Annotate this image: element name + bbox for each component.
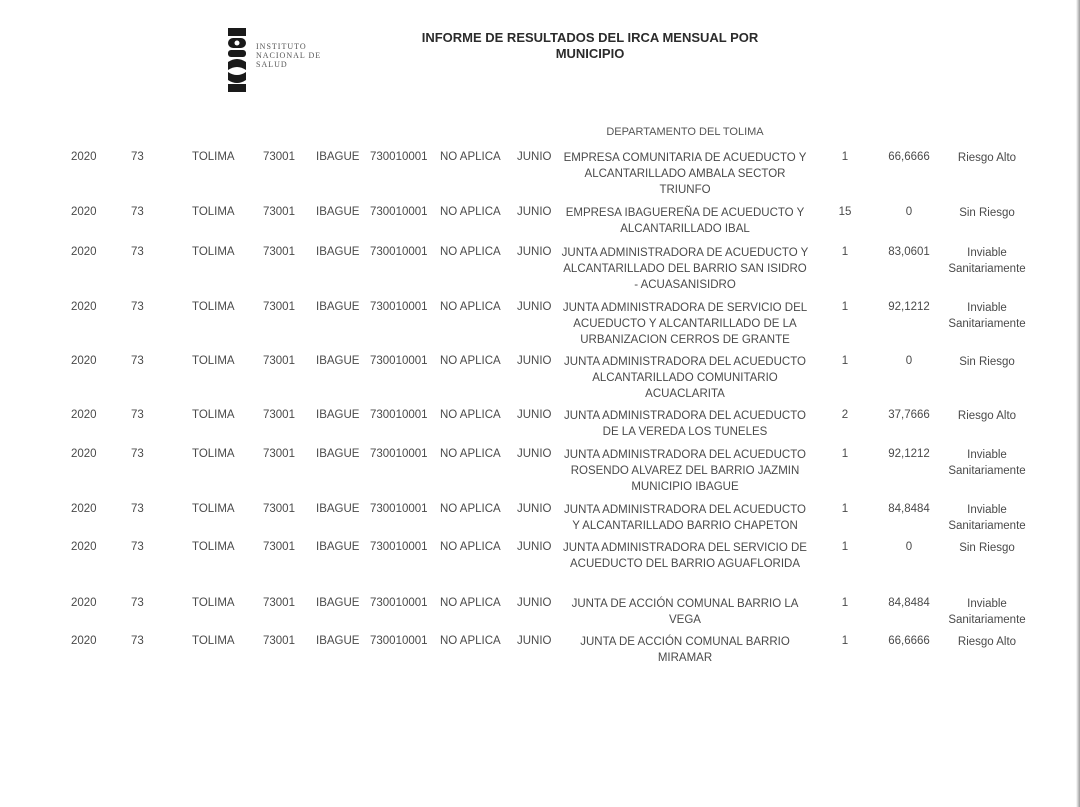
year-cell: 2020: [71, 541, 97, 553]
risk-level-cell: Inviable Sanitariamente: [948, 598, 1026, 626]
month-cell: JUNIO: [517, 151, 552, 163]
sample-count-cell: 1: [841, 448, 849, 460]
department-code-cell: 73: [131, 448, 144, 460]
applies-cell: NO APLICA: [440, 597, 501, 609]
municipality-name-cell: IBAGUE: [316, 541, 360, 553]
risk-level-cell: Inviable Sanitariamente: [948, 504, 1026, 532]
provider-name-cell: JUNTA ADMINISTRADORA DEL ACUEDUCTO ROSENDO ALVAREZ DEL BARRIO JAZMIN MUNICIPIO IBAGUE: [564, 449, 806, 493]
month-cell: JUNIO: [517, 301, 552, 313]
applies-cell: NO APLICA: [440, 409, 501, 421]
municipality-name-cell: IBAGUE: [316, 635, 360, 647]
irca-value-cell: 0: [905, 541, 913, 553]
risk-level-cell: Sin Riesgo: [959, 356, 1015, 368]
month-cell: JUNIO: [517, 246, 552, 258]
year-cell: 2020: [71, 635, 97, 647]
risk-level-cell: Riesgo Alto: [957, 152, 1017, 164]
provider-name-cell: EMPRESA COMUNITARIA DE ACUEDUCTO Y ALCANTARILLADO AMBALA SECTOR TRIUNFO: [563, 152, 807, 196]
sample-count-cell: 1: [841, 301, 849, 313]
provider-name-cell: JUNTA DE ACCIÓN COMUNAL BARRIO MIRAMAR: [580, 636, 790, 664]
municipality-code-cell: 73001: [263, 503, 295, 515]
municipality-code-cell: 73001: [263, 355, 295, 367]
department-code-cell: 73: [131, 503, 144, 515]
location-code-cell: 730010001: [370, 541, 428, 553]
municipality-name-cell: IBAGUE: [316, 409, 360, 421]
month-cell: JUNIO: [517, 409, 552, 421]
year-cell: 2020: [71, 301, 97, 313]
location-code-cell: 730010001: [370, 448, 428, 460]
month-cell: JUNIO: [517, 635, 552, 647]
applies-cell: NO APLICA: [440, 151, 501, 163]
department-code-cell: 73: [131, 355, 144, 367]
municipality-name-cell: IBAGUE: [316, 597, 360, 609]
municipality-code-cell: 73001: [263, 541, 295, 553]
sample-count-cell: 1: [841, 597, 849, 609]
year-cell: 2020: [71, 355, 97, 367]
sample-count-cell: 2: [841, 409, 849, 421]
department-name-cell: TOLIMA: [192, 409, 235, 421]
applies-cell: NO APLICA: [440, 355, 501, 367]
department-code-cell: 73: [131, 301, 144, 313]
risk-level-cell: Riesgo Alto: [957, 636, 1017, 648]
department-name-cell: TOLIMA: [192, 503, 235, 515]
department-code-cell: 73: [131, 151, 144, 163]
applies-cell: NO APLICA: [440, 503, 501, 515]
sample-count-cell: 1: [841, 635, 849, 647]
sample-count-cell: 1: [841, 541, 849, 553]
irca-value-cell: 92,1212: [888, 448, 930, 460]
department-name-cell: TOLIMA: [192, 151, 235, 163]
municipality-code-cell: 73001: [263, 635, 295, 647]
year-cell: 2020: [71, 409, 97, 421]
provider-name-cell: EMPRESA IBAGUEREÑA DE ACUEDUCTO Y ALCANTARILLADO IBAL: [565, 207, 805, 235]
department-name-cell: TOLIMA: [192, 635, 235, 647]
municipality-name-cell: IBAGUE: [316, 206, 360, 218]
location-code-cell: 730010001: [370, 355, 428, 367]
provider-name-cell: JUNTA ADMINISTRADORA DEL ACUEDUCTO DE LA VEREDA LOS TUNELES: [564, 410, 806, 438]
irca-value-cell: 37,7666: [888, 409, 930, 421]
department-code-cell: 73: [131, 597, 144, 609]
department-name-cell: TOLIMA: [192, 246, 235, 258]
department-code-cell: 73: [131, 635, 144, 647]
provider-name-cell: JUNTA ADMINISTRADORA DE ACUEDUCTO Y ALCANTARILLADO DEL BARRIO SAN ISIDRO - ACUASANISIDRO: [561, 247, 809, 291]
municipality-name-cell: IBAGUE: [316, 151, 360, 163]
municipality-code-cell: 73001: [263, 246, 295, 258]
report-title-line-2: MUNICIPIO: [555, 46, 625, 61]
location-code-cell: 730010001: [370, 301, 428, 313]
applies-cell: NO APLICA: [440, 448, 501, 460]
irca-value-cell: 84,8484: [888, 503, 930, 515]
applies-cell: NO APLICA: [440, 206, 501, 218]
municipality-name-cell: IBAGUE: [316, 301, 360, 313]
applies-cell: NO APLICA: [440, 541, 501, 553]
location-code-cell: 730010001: [370, 206, 428, 218]
department-code-cell: 73: [131, 409, 144, 421]
month-cell: JUNIO: [517, 597, 552, 609]
irca-value-cell: 66,6666: [888, 635, 930, 647]
risk-level-cell: Riesgo Alto: [957, 410, 1017, 422]
municipality-name-cell: IBAGUE: [316, 448, 360, 460]
applies-cell: NO APLICA: [440, 301, 501, 313]
municipality-code-cell: 73001: [263, 206, 295, 218]
provider-name-cell: JUNTA ADMINISTRADORA DEL ACUEDUCTO Y ALCANTARILLADO BARRIO CHAPETON: [564, 504, 806, 532]
month-cell: JUNIO: [517, 206, 552, 218]
irca-value-cell: 66,6666: [888, 151, 930, 163]
provider-name-cell: JUNTA ADMINISTRADORA DE SERVICIO DEL ACUEDUCTO Y ALCANTARILLADO DE LA URBANIZACION CERROS DE GRANTE: [562, 302, 808, 346]
irca-value-cell: 92,1212: [888, 301, 930, 313]
month-cell: JUNIO: [517, 355, 552, 367]
location-code-cell: 730010001: [370, 246, 428, 258]
location-code-cell: 730010001: [370, 597, 428, 609]
applies-cell: NO APLICA: [440, 635, 501, 647]
year-cell: 2020: [71, 597, 97, 609]
municipality-code-cell: 73001: [263, 301, 295, 313]
location-code-cell: 730010001: [370, 409, 428, 421]
sample-count-cell: 1: [841, 503, 849, 515]
report-title-line-1: INFORME DE RESULTADOS DEL IRCA MENSUAL POR: [421, 30, 759, 45]
provider-name-cell: JUNTA ADMINISTRADORA DEL SERVICIO DE ACUEDUCTO DEL BARRIO AGUAFLORIDA: [563, 542, 807, 570]
year-cell: 2020: [71, 448, 97, 460]
report-title: [380, 30, 800, 62]
department-name-cell: TOLIMA: [192, 597, 235, 609]
department-name-cell: TOLIMA: [192, 301, 235, 313]
applies-cell: NO APLICA: [440, 246, 501, 258]
municipality-name-cell: IBAGUE: [316, 503, 360, 515]
municipality-name-cell: IBAGUE: [316, 355, 360, 367]
department-name-cell: TOLIMA: [192, 355, 235, 367]
month-cell: JUNIO: [517, 541, 552, 553]
municipality-code-cell: 73001: [263, 409, 295, 421]
department-name-cell: TOLIMA: [192, 206, 235, 218]
irca-value-cell: 0: [905, 355, 913, 367]
year-cell: 2020: [71, 503, 97, 515]
ins-logo-text: INSTITUTO NACIONAL DE SALUD: [256, 42, 322, 69]
sample-count-cell: 15: [838, 206, 852, 218]
month-cell: JUNIO: [517, 503, 552, 515]
location-code-cell: 730010001: [370, 151, 428, 163]
department-name-cell: TOLIMA: [192, 448, 235, 460]
department-name-cell: TOLIMA: [192, 541, 235, 553]
year-cell: 2020: [71, 151, 97, 163]
sample-count-cell: 1: [841, 355, 849, 367]
year-cell: 2020: [71, 206, 97, 218]
location-code-cell: 730010001: [370, 635, 428, 647]
provider-name-cell: JUNTA ADMINISTRADORA DEL ACUEDUCTO ALCANTARILLADO COMUNITARIO ACUACLARITA: [564, 356, 806, 400]
department-header: DEPARTAMENTO DEL TOLIMA: [606, 126, 764, 138]
ins-logo-icon: [226, 28, 248, 92]
municipality-code-cell: 73001: [263, 448, 295, 460]
month-cell: JUNIO: [517, 448, 552, 460]
ins-logo: [226, 28, 346, 92]
sample-count-cell: 1: [841, 151, 849, 163]
risk-level-cell: Inviable Sanitariamente: [948, 247, 1026, 275]
department-code-cell: 73: [131, 246, 144, 258]
risk-level-cell: Inviable Sanitariamente: [948, 302, 1026, 330]
municipality-code-cell: 73001: [263, 597, 295, 609]
sample-count-cell: 1: [841, 246, 849, 258]
municipality-name-cell: IBAGUE: [316, 246, 360, 258]
provider-name-cell: JUNTA DE ACCIÓN COMUNAL BARRIO LA VEGA: [571, 598, 799, 626]
municipality-code-cell: 73001: [263, 151, 295, 163]
year-cell: 2020: [71, 246, 97, 258]
irca-value-cell: 84,8484: [888, 597, 930, 609]
irca-value-cell: 0: [905, 206, 913, 218]
location-code-cell: 730010001: [370, 503, 428, 515]
department-code-cell: 73: [131, 206, 144, 218]
risk-level-cell: Sin Riesgo: [959, 207, 1015, 219]
department-code-cell: 73: [131, 541, 144, 553]
risk-level-cell: Inviable Sanitariamente: [948, 449, 1026, 477]
irca-value-cell: 83,0601: [888, 246, 930, 258]
risk-level-cell: Sin Riesgo: [959, 542, 1015, 554]
